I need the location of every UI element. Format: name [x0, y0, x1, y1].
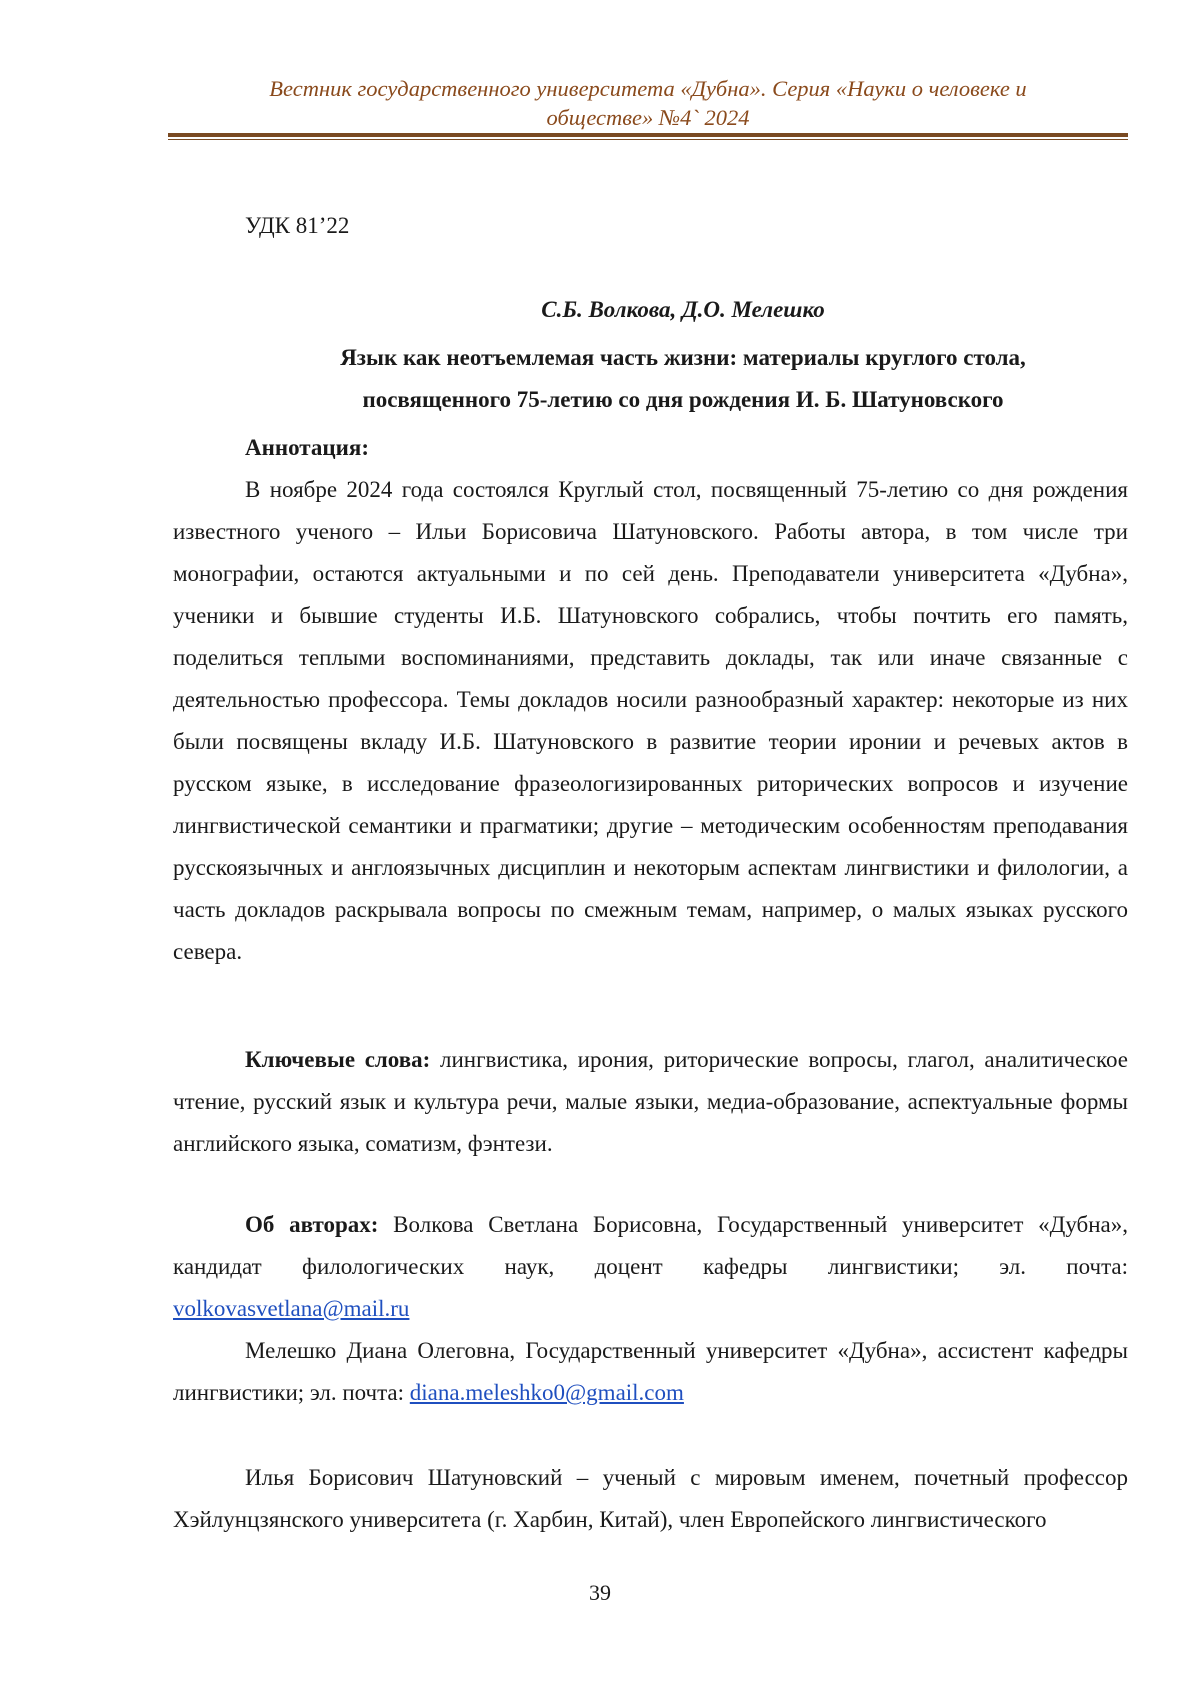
journal-header	[168, 74, 1128, 132]
abstract-text: В ноябре 2024 года состоялся Круглый стол, посвященный 75-летию со дня рождения известного ученого – Ильи Борисовича Шатуновского. Работы автора, в том числе три монографии, остаются актуальными и по сей день. Преподаватели университета «Дубна», ученики и бывшие студенты И.Б. Шатуновского собрались, чтобы почтить его память, поделиться теплыми воспоминаниями, представить доклады, так или иначе связанные с деятельностью профессора. Темы докладов носили разнообразный характер: некоторые из них были посвящены вкладу И.Б. Шатуновского в развитие теории иронии и речевых актов в русском языке, в исследование фразеологизированных риторических вопросов и изучение лингвистической семантики и прагматики; другие – методическим особенностям преподавания русскоязычных и англоязычных дисциплин и некоторым аспектам лингвистики и филологии, а часть докладов раскрывала вопросы по смежным темам, например, о малых языках русского севера.	[173, 469, 1128, 973]
article-title-line1: Язык как неотъемлемая часть жизни: материалы круглого стола,	[238, 337, 1128, 379]
article-authors: С.Б. Волкова, Д.О. Мелешко	[168, 297, 1128, 323]
author1-info	[173, 1204, 1128, 1330]
keywords-text: лингвистика, ирония, риторические вопросы, глагол, аналитическое чтение, русский язык и культура речи, малые языки, медиа-образование, аспектуальные формы английского языка, соматизм, фэнтези.	[173, 1047, 1128, 1156]
abstract-heading: Аннотация:	[173, 427, 1128, 469]
body-section	[173, 1457, 1128, 1541]
body-paragraph: Илья Борисович Шатуновский – ученый с мировым именем, почетный профессор Хэйлунцзянского университета (г. Харбин, Китай), член Европейского лингвистического	[173, 1457, 1128, 1541]
abstract-section	[173, 427, 1128, 973]
about-authors-section	[173, 1204, 1128, 1414]
author2-email-link[interactable]: diana.meleshko0@gmail.com	[410, 1380, 684, 1405]
header-rule-thin	[168, 139, 1128, 140]
page-number: 39	[0, 1580, 1200, 1606]
author1-email-link[interactable]: volkovasvetlana@mail.ru	[173, 1296, 409, 1321]
journal-header-line1: Вестник государственного университета «Дубна». Серия «Науки о человеке и	[168, 74, 1128, 103]
article-title-line2: посвященного 75-летию со дня рождения И. Б. Шатуновского	[238, 379, 1128, 421]
author2-info	[173, 1330, 1128, 1414]
keywords-section	[173, 1039, 1128, 1165]
author2-text: Мелешко Диана Олеговна, Государственный университет «Дубна», ассистент кафедры лингвистики; эл. почта:	[173, 1338, 1128, 1405]
udk-code: УДК 81’22	[245, 213, 349, 239]
about-authors-label: Об авторах:	[245, 1212, 378, 1237]
journal-header-line2: обществе» №4` 2024	[168, 103, 1128, 132]
keywords-label: Ключевые слова:	[245, 1047, 430, 1072]
author1-text: Волкова Светлана Борисовна, Государственный университет «Дубна», кандидат филологических наук, доцент кафедры лингвистики; эл. почта:	[173, 1212, 1128, 1279]
header-rule-thick	[168, 133, 1128, 137]
keywords-paragraph	[173, 1039, 1128, 1165]
article-title	[168, 337, 1128, 421]
